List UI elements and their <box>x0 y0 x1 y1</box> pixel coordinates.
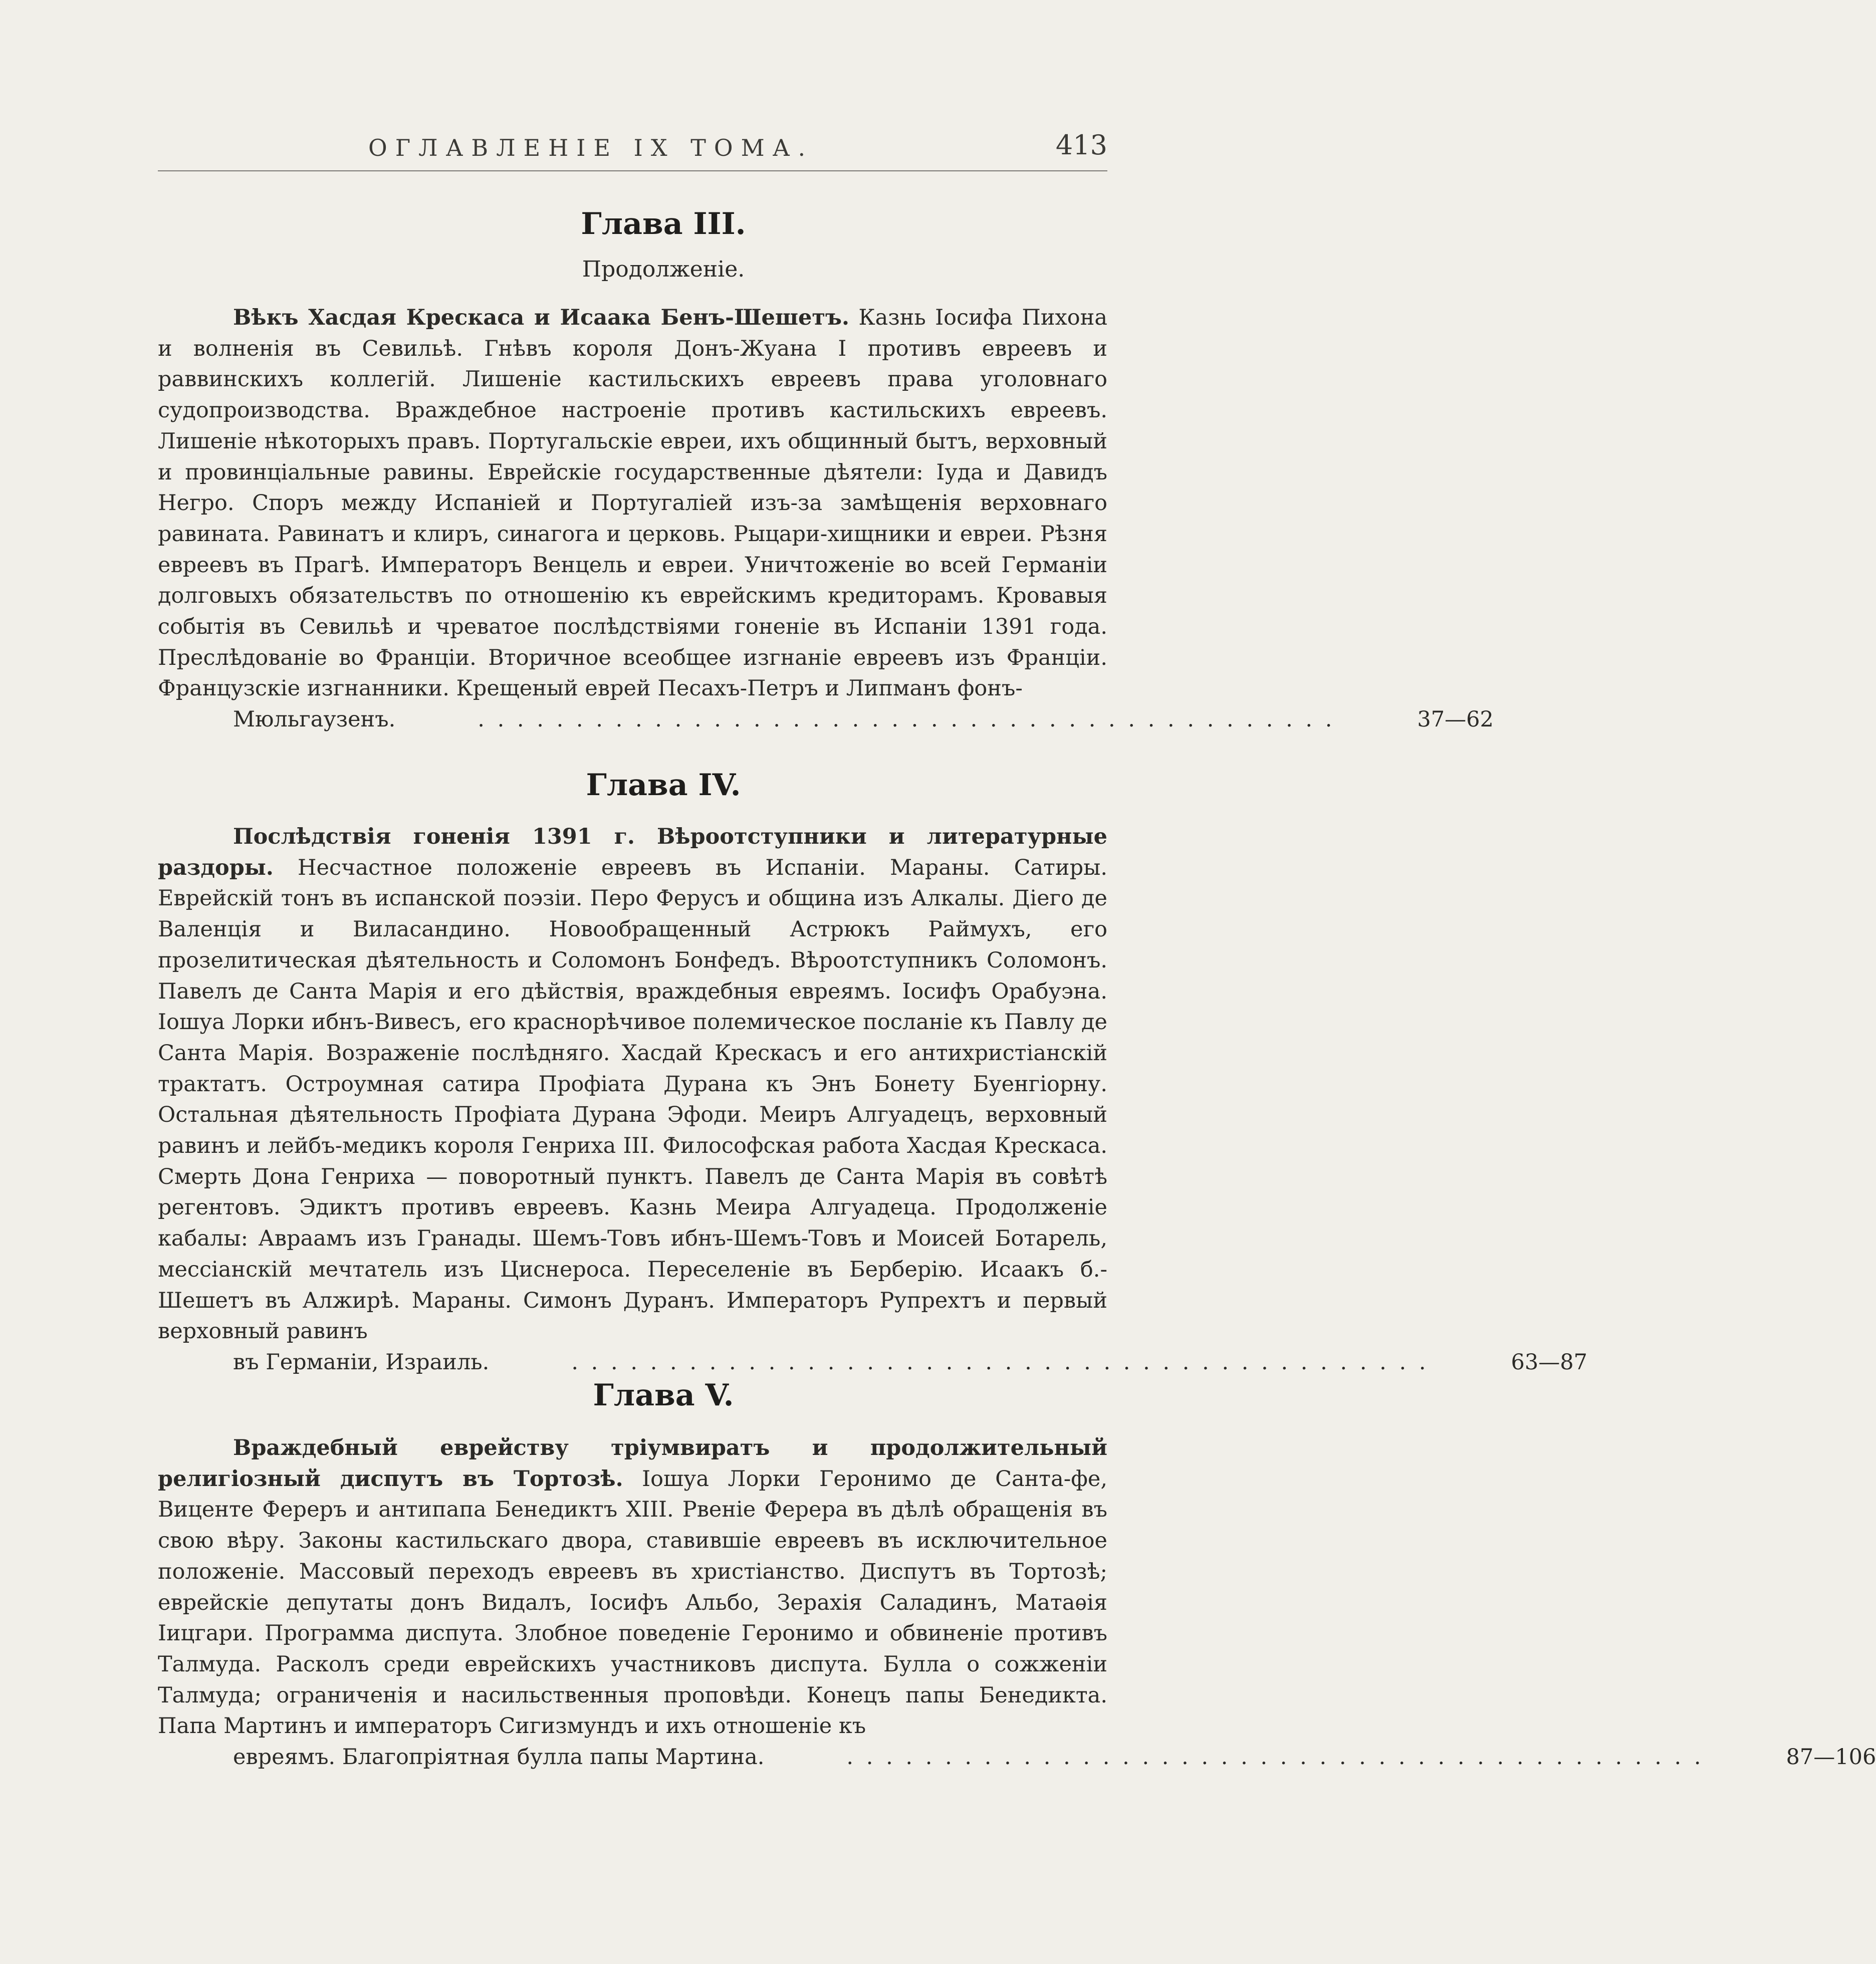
chapter-4-pages: 63—87 <box>1511 1349 1587 1375</box>
chapter-4-lead: Послѣдствія гоненія 1391 г. Вѣроотступники и литературные раздоры. <box>158 824 1107 880</box>
chapter-5-lead: Враждебный еврейству тріумвиратъ и продолжительный религіозный диспутъ въ Тортозѣ. <box>158 1435 1107 1492</box>
chapter-3-body: Казнь Іосифа Пихона и волненія въ Севильѣ. Гнѣвъ короля Донъ-Жуана I противъ евреевъ и раввинскихъ коллегій. Лишеніе кастильскихъ евреевъ права уголовнаго судопроизводства. Враждебное настроеніе противъ кастильскихъ евреевъ. Лишеніе нѣкоторыхъ правъ. Португальскіе евреи, ихъ общинный бытъ, верховный и провинціальные равины. Еврейскіе государственные дѣятели: Іуда и Давидъ Негро. Споръ между Испаніей и Португаліей изъ-за замѣщенія верховнаго равината. Равинатъ и клиръ, синагога и церковь. Рыцари-хищники и евреи. Рѣзня евреевъ въ Прагѣ. Императоръ Венцель и евреи. Уничтоженіе во всей Германіи долговыхъ обязательствъ по отношенію къ еврейскимъ кредиторамъ. Кровавыя событія въ Севильѣ и чреватое послѣдствіями гоненіе въ Испаніи 1391 года. Преслѣдованіе во Франціи. Вторичное всеобщее изгнаніе евреевъ изъ Франціи. Французскіе изгнанники. Крещеный еврей Песахъ-Петръ и Липманъ фонъ- <box>158 305 1107 701</box>
chapter-5-last-text: евреямъ. Благопріятная булла папы Мартина. <box>233 1745 765 1770</box>
chapter-4-body: Несчастное положеніе евреевъ въ Испаніи. Мараны. Сатиры. Еврейскій тонъ въ испанской поэзіи. Перо Ферусъ и община изъ Алкалы. Діего де Валенція и Виласандино. Новообращенный Астрюкъ Раймухъ, его прозелитическая дѣятельность и Соломонъ Бонфедъ. Вѣроотступникъ Соломонъ. Павелъ де Санта Марія и его дѣйствія, враждебныя евреямъ. Іосифъ Орабуэна. Іошуа Лорки ибнъ-Вивесъ, его краснорѣчивое полемическое посланіе къ Павлу де Санта Марія. Возраженіе послѣдняго. Хасдай Крескасъ и его антихристіанскій трактатъ. Остроумная сатира Профіата Дурана къ Энъ Бонету Буенгіорну. Остальная дѣятельность Профіата Дурана Эфоди. Меиръ Алгуадецъ, верховный равинъ и лейбъ-медикъ короля Генриха III. Философская работа Хасдая Крескаса. Смерть Дона Генриха — поворотный пунктъ. Павелъ де Санта Марія въ совѣтѣ регентовъ. Эдиктъ противъ евреевъ. Казнь Меира Алгуадеца. Продолженіе кабалы: Авраамъ изъ Гранады. Шемъ-Товъ ибнъ-Шемъ-Товъ и Моисей Ботарель, мессіанскій мечтатель изъ Циснероса. Переселеніе въ Берберію. Исаакъ б.-Шешетъ въ Алжирѣ. Мараны. Симонъ Дуранъ. Императоръ Рупрехтъ и первый верховный равинъ <box>158 855 1107 1344</box>
chapter-3-pages: 37—62 <box>1417 707 1494 732</box>
chapter-3-title: Глава III. <box>581 206 746 241</box>
chapter-4-title: Глава IV. <box>586 768 741 803</box>
leader-dots: . . . . . . . . . . . . . . . . . . . . . . . . . . . . . . . . . . . . . . . . . . . . <box>478 707 1335 732</box>
chapter-5-body: Іошуа Лорки Геронимо де Санта-фе, Виценте Фереръ и антипапа Бенедиктъ XIII. Рвеніе Ферера въ дѣлѣ обращенія въ свою вѣру. Законы кастильскаго двора, ставившіе евреевъ въ исключительное положеніе. Массовый переходъ евреевъ въ христіанство. Диспутъ въ Тортозѣ; еврейскіе депутаты донъ Видалъ, Іосифъ Альбо, Зерахія Саладинъ, Матаѳія Іицгари. Программа диспута. Злобное поведеніе Геронимо и обвиненіе противъ Талмуда. Расколъ среди еврейскихъ участниковъ диспута. Булла о сожженіи Талмуда; ограниченія и насильственныя проповѣди. Конецъ папы Бенедикта. Папа Мартинъ и императоръ Сигизмундъ и ихъ отношеніе къ <box>158 1466 1108 1739</box>
chapter-5-entry <box>158 1433 1876 1773</box>
chapter-4-last-line <box>158 1347 1587 1378</box>
chapter-3-subtitle: Продолженіе. <box>582 257 745 282</box>
header-rule <box>158 170 1107 171</box>
chapter-5-pages: 87—106 <box>1786 1745 1876 1770</box>
chapter-3-last-line <box>158 704 1494 735</box>
chapter-5-title: Глава V. <box>593 1378 734 1413</box>
leader-dots: . . . . . . . . . . . . . . . . . . . . . . . . . . . . . . . . . . . . . . . . . . . . <box>571 1349 1429 1375</box>
chapter-3-lead: Вѣкъ Хасдая Крескаса и Исаака Бенъ-Шешетъ. <box>233 305 850 330</box>
chapter-3-last-text: Мюльгаузенъ. <box>233 707 396 732</box>
chapter-3-entry <box>158 303 1494 735</box>
running-head: ОГЛАВЛЕНІЕ IX ТОМА. <box>368 134 814 161</box>
leader-dots: . . . . . . . . . . . . . . . . . . . . . . . . . . . . . . . . . . . . . . . . . . . . <box>846 1745 1704 1770</box>
chapter-4-last-text: въ Германіи, Израиль. <box>233 1349 490 1375</box>
chapter-5-last-line <box>158 1742 1876 1773</box>
chapter-4-entry <box>158 822 1587 1378</box>
page-number: 413 <box>1055 129 1107 161</box>
